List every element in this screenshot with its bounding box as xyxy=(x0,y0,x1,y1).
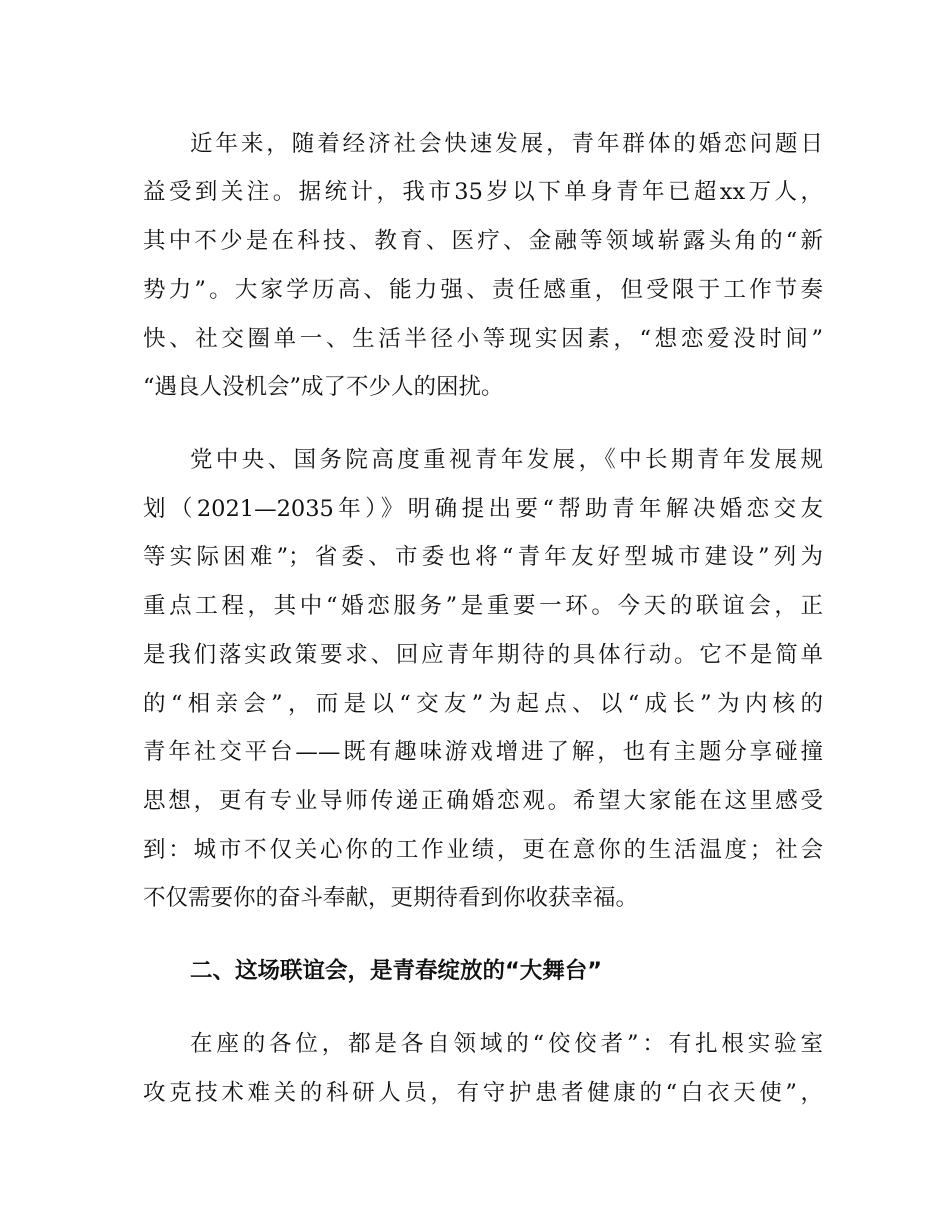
paragraph-line: 近年来，随着经济社会快速发展，青年群体的婚恋问题日 xyxy=(190,131,823,157)
paragraph-line: 划（2021—2035年）》明确提出要“帮助青年解决婚恋交友 xyxy=(143,496,823,522)
paragraph-line: 党中央、国务院高度重视青年发展，《中长期青年发展规 xyxy=(190,447,823,473)
paragraph-line: 到：城市不仅关心你的工作业绩，更在意你的生活温度；社会 xyxy=(143,837,823,863)
paragraph-line: 等实际困难”；省委、市委也将“青年友好型城市建设”列为 xyxy=(143,544,823,570)
paragraph-line: 其中不少是在科技、教育、医疗、金融等领域崭露头角的“新 xyxy=(143,228,823,254)
paragraph-line: 在座的各位，都是各自领域的“佼佼者”：有扎根实验室 xyxy=(190,1031,823,1057)
paragraph-line: 的“相亲会”，而是以“交友”为起点、以“成长”为内核的 xyxy=(143,691,823,717)
paragraph-line: 不仅需要你的奋斗奉献，更期待看到你收获幸福。 xyxy=(143,885,639,911)
paragraph-line: 重点工程，其中“婚恋服务”是重要一环。今天的联谊会，正 xyxy=(143,593,823,619)
section-heading: 二、这场联谊会，是青春绽放的“大舞台” xyxy=(190,958,603,984)
paragraph-line: 攻克技术难关的科研人员，有守护患者健康的“白衣天使”， xyxy=(143,1080,823,1106)
paragraph-line: 是我们落实政策要求、回应青年期待的具体行动。它不是简单 xyxy=(143,642,823,668)
paragraph-line: 思想，更有专业导师传递正确婚恋观。希望大家能在这里感受 xyxy=(143,788,823,814)
paragraph-line: 青年社交平台——既有趣味游戏增进了解，也有主题分享碰撞 xyxy=(143,739,823,765)
paragraph-line: 快、社交圈单一、生活半径小等现实因素，“想恋爱没时间” xyxy=(143,326,823,352)
paragraph-line: 势力”。大家学历高、能力强、责任感重，但受限于工作节奏 xyxy=(143,277,823,303)
paragraph-line: “遇良人没机会”成了不少人的困扰。 xyxy=(143,374,504,400)
paragraph-line: 益受到关注。据统计，我市35岁以下单身青年已超xx万人， xyxy=(143,179,823,205)
